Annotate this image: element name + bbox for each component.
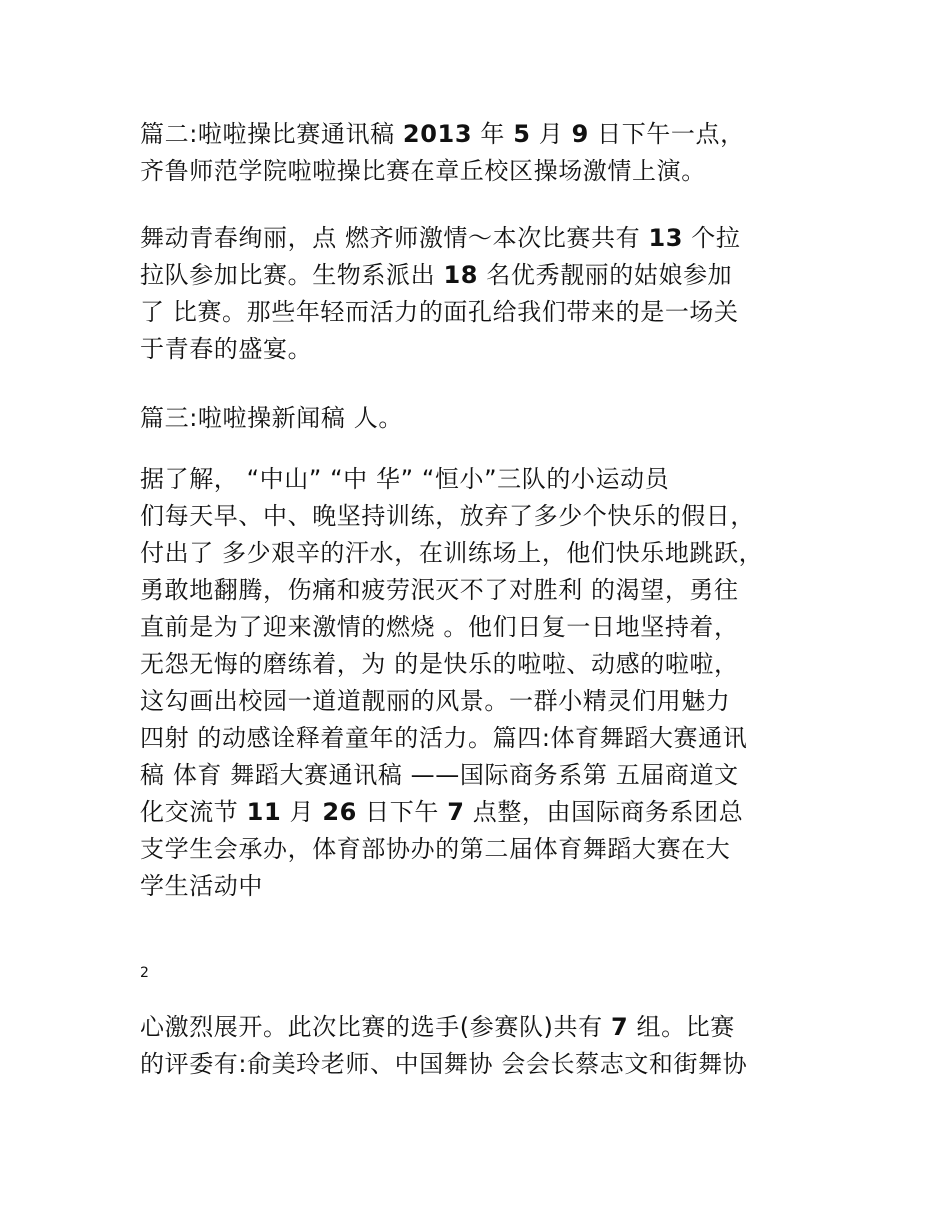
text-line: 四射 的动感诠释着童年的活力。篇四:体育舞蹈大赛通讯	[140, 724, 748, 752]
paragraph-2	[140, 220, 830, 368]
text-line: 支学生会承办，体育部协办的第二届体育舞蹈大赛在大	[140, 835, 731, 863]
page-number: 2	[140, 965, 149, 981]
text-line: 于青春的盛宴。	[140, 335, 313, 363]
paragraph-3	[140, 400, 830, 437]
text-line: 心激烈展开。此次比赛的选手(参赛队)共有 7 组。比赛	[140, 1013, 735, 1041]
text-line: 据了解， “中山” “中 华” “恒小”三队的小运动员	[140, 465, 670, 493]
text-line: 勇敢地翻腾，伤痛和疲劳泯灭不了对胜利 的渴望，勇往	[140, 576, 739, 604]
text-line: 的评委有:俞美玲老师、中国舞协 会会长蔡志文和街舞协	[140, 1050, 748, 1078]
text-line: 学生活动中	[140, 872, 263, 900]
paragraph-1	[140, 116, 830, 190]
text-line: 无怨无悔的磨练着，为 的是快乐的啦啦、动感的啦啦，	[140, 650, 739, 678]
text-line: 舞动青春绚丽，点 燃齐师激情～本次比赛共有 13 个拉	[140, 224, 741, 252]
text-line: 了 比赛。那些年轻而活力的面孔给我们带来的是一场关	[140, 298, 739, 326]
text-line: 稿 体育 舞蹈大赛通讯稿 ——国际商务系第 五届商道文	[140, 761, 739, 789]
text-line: 篇二:啦啦操比赛通讯稿 2013 年 5 月 9 日下午一点，	[140, 120, 745, 148]
text-line: 付出了 多少艰辛的汗水，在训练场上，他们快乐地跳跃，	[140, 539, 764, 567]
paragraph-continuation	[140, 1009, 830, 1083]
text-line: 直前是为了迎来激情的燃烧 。他们日复一日地坚持着，	[140, 613, 739, 641]
text-line: 这勾画出校园一道道靓丽的风景。一群小精灵们用魅力	[140, 687, 731, 715]
text-line: 们每天早、中、晚坚持训练，放弃了多少个快乐的假日，	[140, 502, 755, 530]
text-line: 化交流节 11 月 26 日下午 7 点整，由国际商务系团总	[140, 798, 744, 826]
paragraph-4	[140, 461, 830, 905]
text-line: 篇三:啦啦操新闻稿 人。	[140, 404, 403, 432]
text-line: 齐鲁师范学院啦啦操比赛在章丘校区操场激情上演。	[140, 157, 706, 185]
text-line: 拉队参加比赛。生物系派出 18 名优秀靓丽的姑娘参加	[140, 261, 733, 289]
